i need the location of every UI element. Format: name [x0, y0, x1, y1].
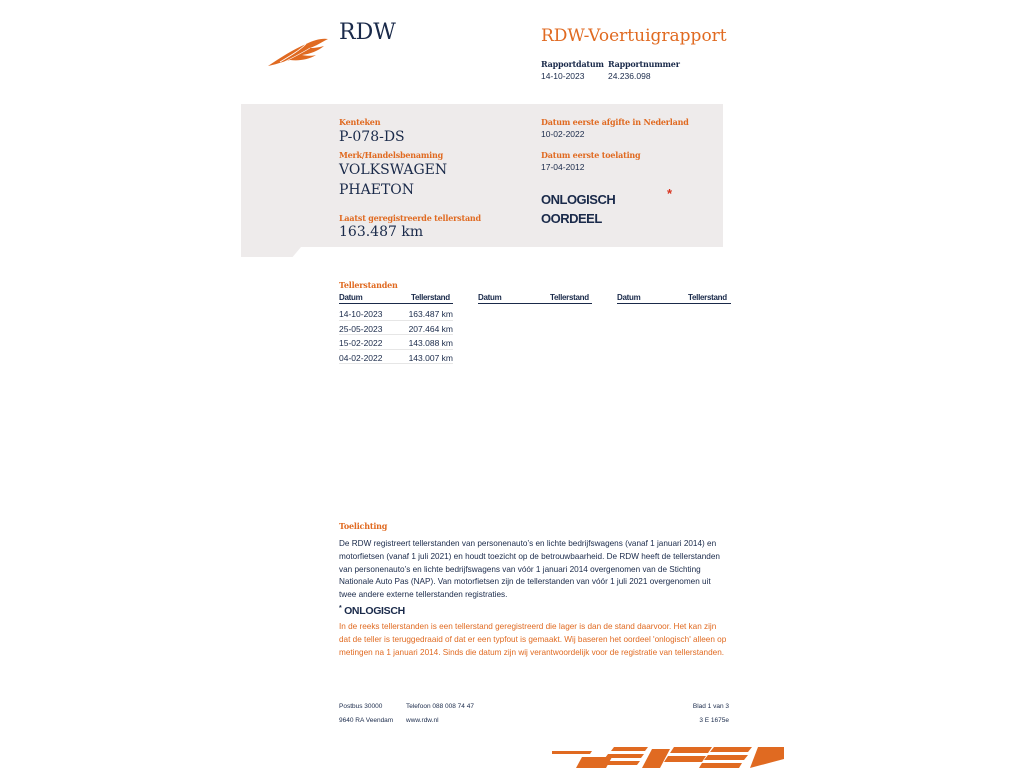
rdw-logo-icon [266, 36, 330, 68]
notes-line: motorfietsen (vanaf 1 juli 2021) en houdt toezicht op de betrouwbaarheid. De RDW heeft de tellerstanden [339, 551, 720, 561]
decorative-stripes-icon [552, 745, 784, 768]
panel-tab-decoration [241, 247, 301, 257]
col-date-header: Datum [478, 293, 502, 302]
col-reading-header: Tellerstand [688, 293, 727, 302]
report-title: RDW-Voertuigrapport [541, 26, 727, 46]
col-reading-header: Tellerstand [411, 293, 450, 302]
col-date-header: Datum [617, 293, 641, 302]
first-issue-nl-value: 10-02-2022 [541, 129, 585, 139]
verdict-explanation-asterisk: * [339, 605, 342, 612]
plate-value: P-078-DS [339, 129, 405, 145]
footer-document-code: 3 E 1675e [699, 717, 729, 724]
footer-page-number: Blad 1 van 3 [692, 703, 729, 710]
footer-website: www.rdw.nl [406, 717, 439, 724]
notes-title: Toelichting [339, 521, 388, 531]
verdict-explanation-text [339, 621, 734, 659]
last-odometer-label: Laatst geregistreerde tellerstand [339, 213, 481, 223]
odometer-table-body [339, 305, 453, 363]
plate-label: Kenteken [339, 117, 381, 127]
row-reading: 207.464 km [408, 323, 453, 334]
odometer-section-title: Tellerstanden [339, 280, 398, 290]
make-label: Merk/Handelsbenaming [339, 150, 444, 160]
verdict-line2: OORDEEL [541, 211, 602, 226]
last-odometer-value: 163.487 km [339, 224, 424, 240]
verdict-line: metingen na 1 januari 2014. Sinds die datum zijn wij verantwoordelijk voor de registratie van tellerstanden. [339, 647, 725, 657]
first-issue-nl-label: Datum eerste afgifte in Nederland [541, 117, 689, 127]
row-date: 25-05-2023 [339, 323, 383, 334]
row-date: 04-02-2022 [339, 352, 383, 363]
first-admission-value: 17-04-2012 [541, 162, 585, 172]
make-line1: VOLKSWAGEN [339, 162, 448, 178]
notes-line: van personenauto’s en lichte bedrijfswagens van vóór 1 januari 2014 overgenomen van de Stichting [339, 564, 701, 574]
report-number-label: Rapportnummer [608, 59, 680, 69]
notes-line: De RDW registreert tellerstanden van personenauto’s en lichte bedrijfswagens (vanaf 1 januari 2014) en [339, 539, 717, 548]
table-header-rule [478, 303, 592, 304]
footer-phone: Telefoon 088 008 74 47 [406, 703, 474, 710]
verdict-explanation-title [339, 605, 405, 617]
org-name: RDW [339, 20, 396, 45]
report-date: 14-10-2023 [541, 71, 585, 81]
report-date-label: Rapportdatum [541, 59, 604, 69]
verdict-explanation-heading: ONLOGISCH [344, 605, 405, 617]
report-number: 24.236.098 [608, 71, 651, 81]
make-line2: PHAETON [339, 182, 415, 198]
verdict-asterisk: * [667, 186, 673, 201]
row-date: 15-02-2022 [339, 338, 383, 348]
row-reading: 163.487 km [408, 309, 453, 319]
verdict-line: dat de teller is teruggedraaid of dat er een typfout is gemaakt. Wij baseren het oordeel 'onlogisch' alleen op [339, 634, 727, 644]
verdict-line1: ONLOGISCH [541, 192, 616, 207]
table-row [339, 305, 453, 320]
notes-line: Nationale Auto Pas (NAP). Van motorfietsen zijn de tellerstanden van vóór 1 juli 2021 overgenomen uit [339, 577, 711, 587]
row-reading: 143.088 km [408, 338, 453, 348]
table-row [339, 320, 453, 335]
table-row [339, 349, 453, 364]
first-admission-label: Datum eerste toelating [541, 150, 641, 160]
notes-line: twee andere externe tellerstanden registraties. [339, 590, 508, 600]
table-header-rule [617, 303, 731, 304]
col-reading-header: Tellerstand [550, 293, 589, 302]
footer-address2: 9640 RA Veendam [339, 717, 394, 724]
verdict-line: In de reeks tellerstanden is een tellerstand geregistreerd die lager is dan de stand daarvoor. Het kan zijn [339, 622, 717, 631]
footer-address1: Postbus 30000 [339, 703, 383, 710]
col-date-header: Datum [339, 293, 363, 302]
table-header-rule [339, 303, 453, 304]
notes-paragraph [339, 538, 734, 602]
row-date: 14-10-2023 [339, 309, 383, 319]
row-divider [339, 363, 453, 364]
table-row [339, 334, 453, 349]
row-reading: 143.007 km [408, 352, 453, 363]
